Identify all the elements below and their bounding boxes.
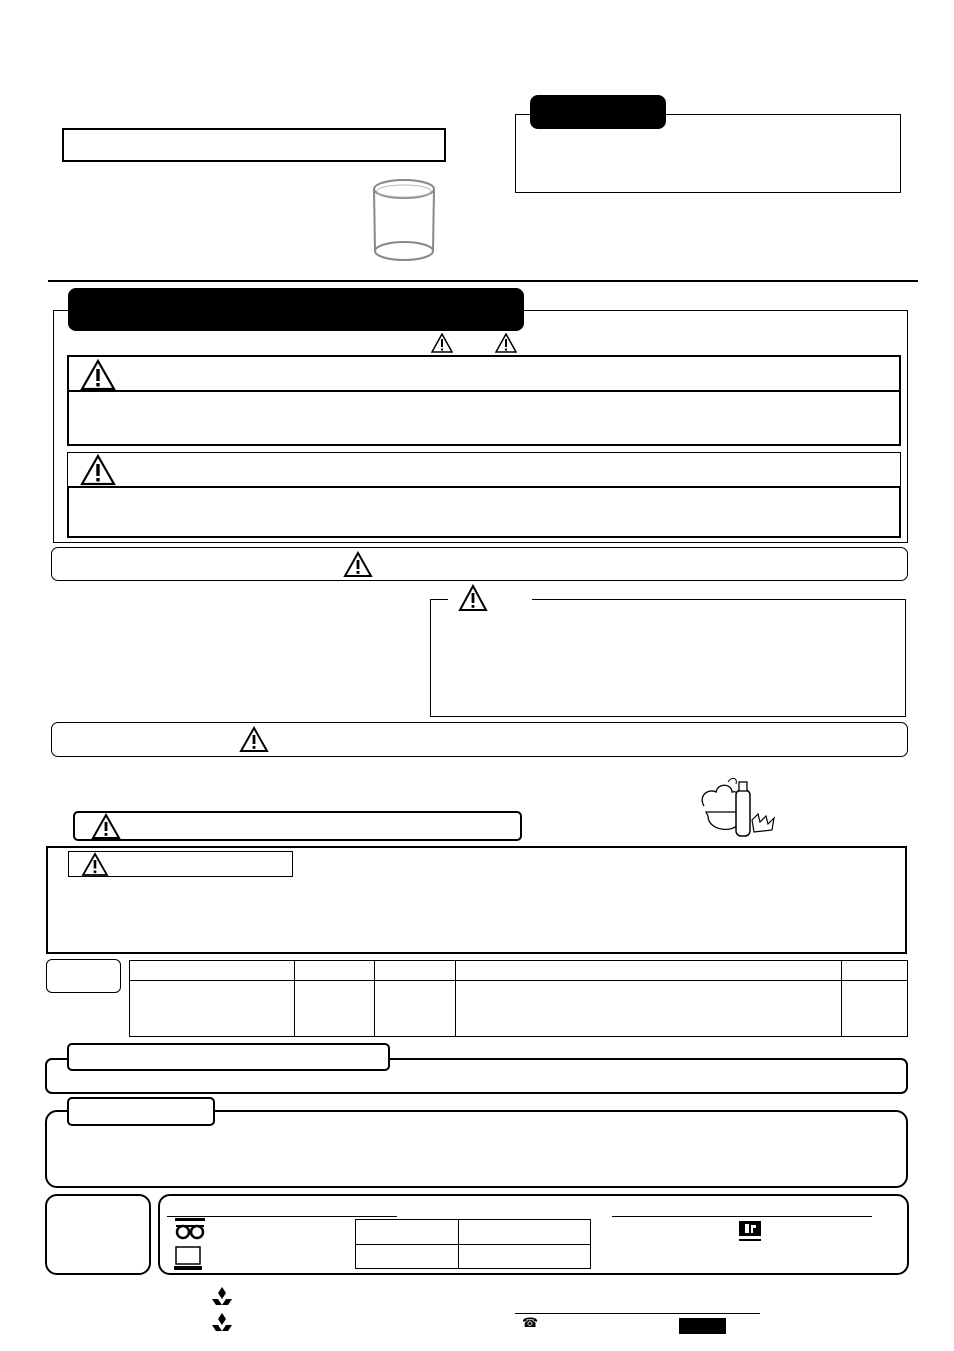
- cleaning-supplies-icon: [698, 776, 780, 844]
- phone-icon: ☎: [522, 1316, 539, 1331]
- free-call-icon: [739, 1221, 765, 1245]
- computer-icon: [174, 1246, 202, 1272]
- contact-divider-right: [612, 1216, 872, 1217]
- phone-box: [459, 1244, 591, 1269]
- spec-header-cell: [295, 961, 375, 981]
- free-dial-icon: [174, 1217, 206, 1241]
- warning-triangle-icon: [458, 584, 488, 612]
- caution-sub-box: [430, 599, 906, 717]
- phone-box: [459, 1220, 591, 1245]
- lamp-globe-icon: [368, 175, 440, 265]
- usage-caution-bar: [51, 722, 908, 757]
- spec-value-cell: [842, 981, 908, 1037]
- warning-triangle-icon: [431, 333, 453, 353]
- spec-value-cell: [375, 981, 456, 1037]
- spec-value-cell: [295, 981, 375, 1037]
- caution-text-box: [67, 486, 901, 538]
- section-divider: [48, 280, 918, 282]
- safety-section-header: [68, 288, 524, 331]
- spec-header-cell: [842, 961, 908, 981]
- warning-triangle-icon: [91, 813, 121, 840]
- install-caution-bar: [51, 547, 908, 581]
- spec-value-cell: [456, 981, 842, 1037]
- phone-box: [356, 1244, 459, 1269]
- spec-header-cell: [456, 961, 842, 981]
- mitsubishi-logo-icon: [206, 1287, 238, 1337]
- contact-badge: [679, 1318, 726, 1334]
- spec-table: [129, 960, 908, 1037]
- section-a-label: [67, 1043, 390, 1071]
- section-b-label: [67, 1097, 215, 1126]
- bottom-phone-line: [515, 1313, 760, 1314]
- warning-triangle-icon: [343, 551, 373, 578]
- spec-label: [46, 959, 121, 993]
- warning-label-row: [67, 355, 901, 392]
- spec-value-cell: [130, 981, 295, 1037]
- warning-triangle-icon: [80, 359, 116, 391]
- warning-triangle-icon: [81, 852, 109, 877]
- notice-header: [530, 95, 666, 129]
- warning-triangle-icon: [239, 726, 269, 753]
- spec-header-cell: [130, 961, 295, 981]
- cleaning-caution-sub-label: [68, 851, 293, 877]
- caution-sub-label: [448, 584, 532, 612]
- caution-label-row: [67, 452, 901, 488]
- warning-triangle-icon: [80, 454, 116, 486]
- cleaning-caution-label: [73, 811, 522, 841]
- product-title-box: [62, 128, 446, 162]
- contact-box: [158, 1194, 909, 1275]
- warning-triangle-icon: [495, 333, 517, 353]
- phone-box: [356, 1220, 459, 1245]
- product-title: [64, 137, 72, 153]
- contact-label: [45, 1194, 151, 1275]
- spec-header-cell: [375, 961, 456, 981]
- phone-table: [355, 1219, 591, 1269]
- warning-text-box: [67, 390, 901, 446]
